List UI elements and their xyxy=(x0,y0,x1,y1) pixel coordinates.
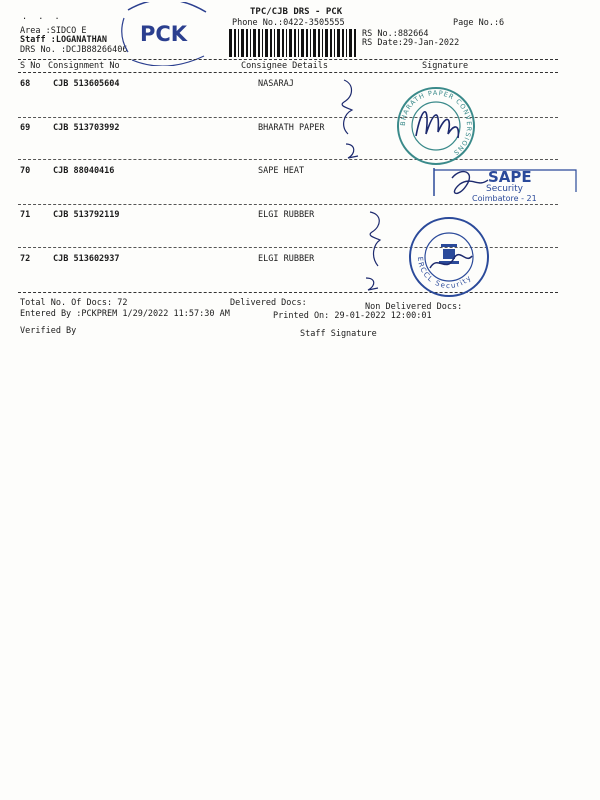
barcode xyxy=(228,29,358,61)
header-dots: . . . xyxy=(22,12,63,22)
bharath-stamp-text: BHARATH PAPER CONVERSIONS xyxy=(398,88,474,158)
rs-date: RS Date:29-Jan-2022 xyxy=(362,38,460,48)
delivered-docs: Delivered Docs: xyxy=(230,298,307,308)
table-row xyxy=(0,254,600,268)
printed-on: Printed On: 29-01-2022 12:00:01 xyxy=(273,311,432,321)
row-sno: 72 xyxy=(20,254,31,264)
drs-number: DRS No. :DCJB88266406 xyxy=(20,45,128,55)
column-header-consignment: Consignment No xyxy=(48,61,120,71)
row-consignee: ELGI RUBBER xyxy=(258,254,315,264)
non-delivered-docs: Non Delivered Docs: xyxy=(365,302,463,312)
column-header-sno: S No xyxy=(20,61,41,71)
logo-text: PCK xyxy=(140,22,188,46)
row-sno: 70 xyxy=(20,166,31,176)
table-row xyxy=(0,210,600,224)
row-consignment: CJB 88040416 xyxy=(53,166,115,176)
rs-number: RS No.:882664 xyxy=(362,29,429,39)
row-sno: 68 xyxy=(20,79,31,89)
table-row xyxy=(0,123,600,137)
row-consignee: SAPE HEAT xyxy=(258,166,305,176)
row-consignee: NASARAJ xyxy=(258,79,294,89)
page-number: Page No.:6 xyxy=(453,18,505,28)
row-consignment: CJB 513602937 xyxy=(53,254,120,264)
row-consignee: BHARATH PAPER xyxy=(258,123,325,133)
divider-header xyxy=(18,72,558,73)
total-docs: Total No. Of Docs: 72 xyxy=(20,298,128,308)
phone-number: Phone No.:0422-3505555 xyxy=(232,18,345,28)
sape-stamp-subtitle: Security xyxy=(486,184,523,194)
column-header-signature: Signature xyxy=(422,61,469,71)
divider-top xyxy=(18,59,558,60)
column-header-consignee: Consignee Details xyxy=(241,61,328,71)
area-label: Area :SIDCO E xyxy=(20,26,87,36)
elgi-security-stamp xyxy=(406,214,492,300)
row-consignee: ELGI RUBBER xyxy=(258,210,315,220)
entered-by: Entered By :PCKPREM 1/29/2022 11:57:30 AM xyxy=(20,309,230,319)
row-consignment: CJB 513792119 xyxy=(53,210,120,220)
row-consignment: CJB 513703992 xyxy=(53,123,120,133)
row-consignment: CJB 513605604 xyxy=(53,79,120,89)
document-title: TPC/CJB DRS - PCK xyxy=(250,7,343,17)
pck-logo-stamp xyxy=(118,2,214,66)
row-sno: 69 xyxy=(20,123,31,133)
row-sno: 71 xyxy=(20,210,31,220)
elgi-stamp-text: ERCCL Security xyxy=(415,256,474,291)
table-row xyxy=(0,79,600,93)
staff-signature-label: Staff Signature xyxy=(300,329,377,339)
bharath-paper-stamp xyxy=(394,84,478,168)
verified-by-label: Verified By xyxy=(20,326,77,336)
sape-stamp-city: Coimbatore - 21 xyxy=(472,194,537,203)
staff-label: Staff :LOGANATHAN xyxy=(20,35,107,45)
sape-security-stamp xyxy=(432,166,580,206)
sape-stamp-title: SAPE xyxy=(488,168,532,186)
